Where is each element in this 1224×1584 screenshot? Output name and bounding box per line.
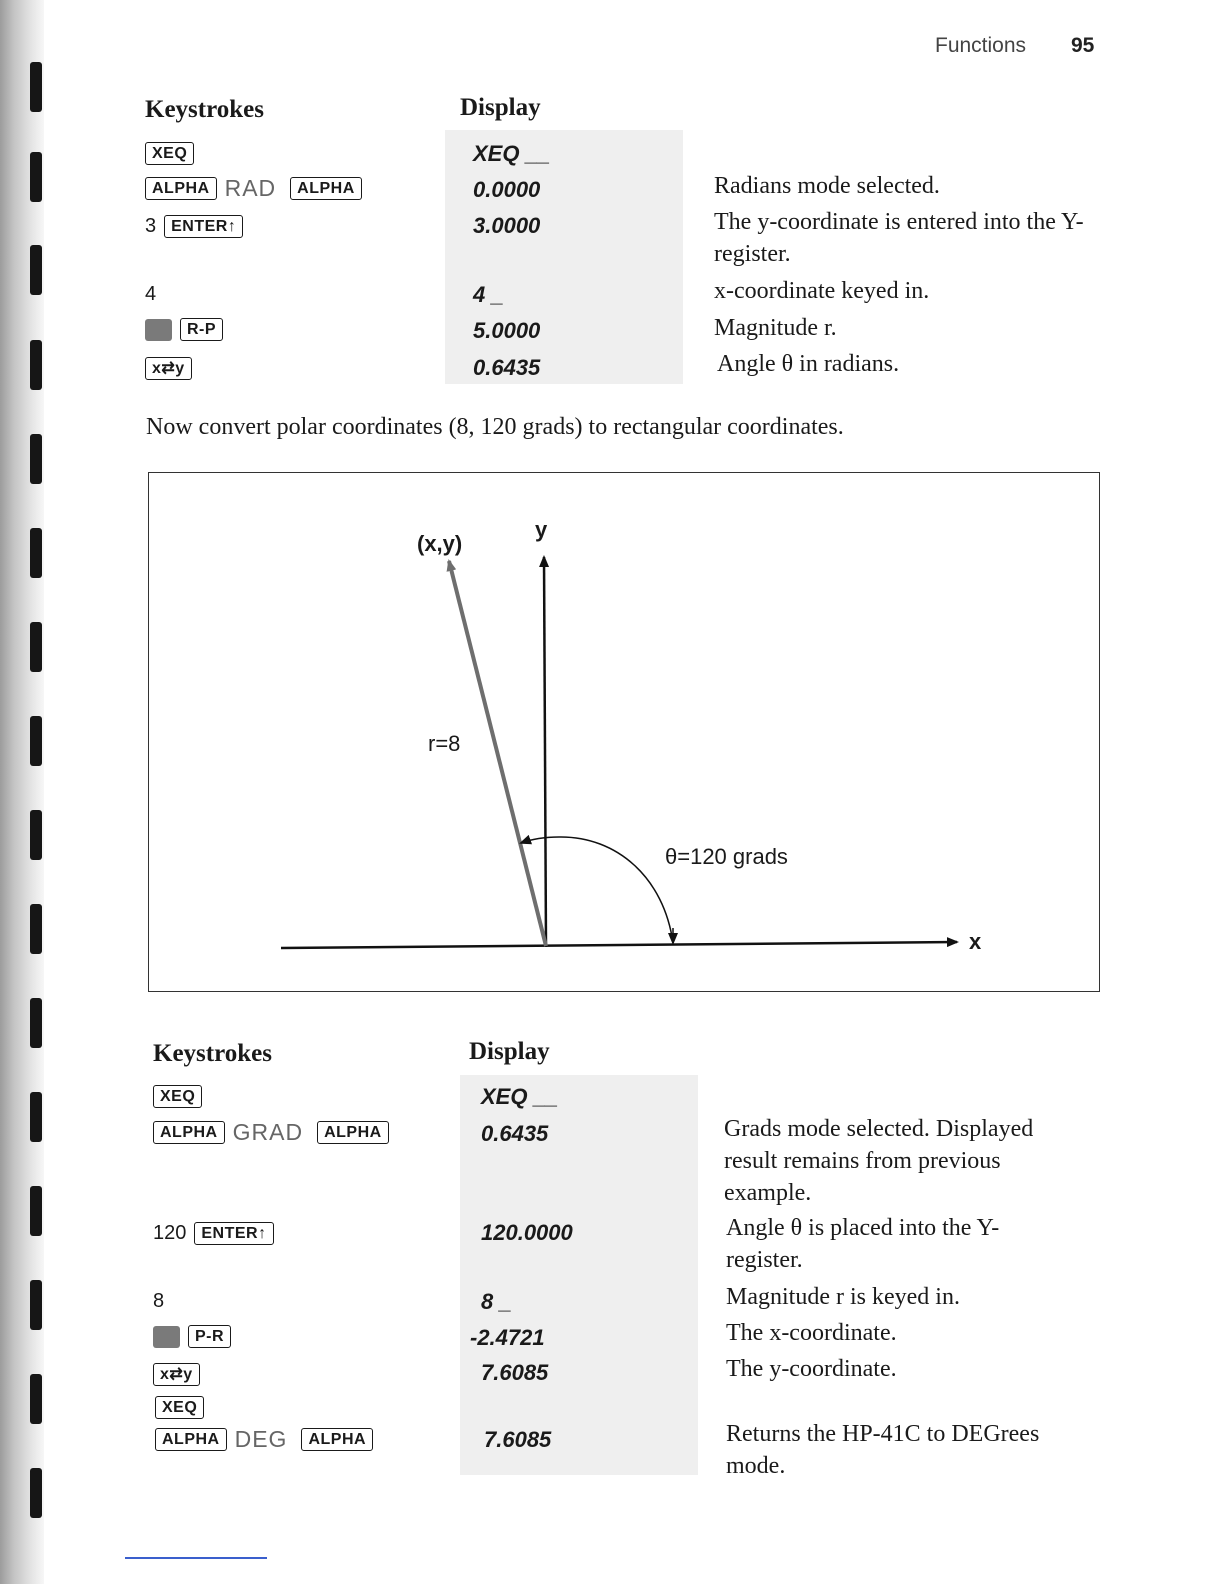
keystroke-row [153, 1363, 200, 1386]
keystroke-row [153, 1119, 389, 1146]
binding-hole [30, 434, 42, 484]
x-axis-label: x [969, 929, 982, 954]
keystroke-row [145, 142, 194, 165]
r-p-key: R-P [180, 318, 223, 341]
x-axis [281, 942, 957, 948]
description: Angle θ is placed into the Y-register. [726, 1215, 1000, 1273]
alpha-key: ALPHA [145, 177, 217, 200]
binding-hole [30, 904, 42, 954]
x-exchange-y-key: x⇄y [145, 357, 192, 380]
binding-hole [30, 622, 42, 672]
enter-key: ENTER↑ [194, 1222, 273, 1245]
binding-hole [30, 810, 42, 860]
xeq-key: XEQ [145, 142, 194, 165]
y-axis-label: y [535, 517, 548, 542]
keystroke-row [145, 357, 192, 380]
digit-entry: 4 [145, 283, 157, 305]
display-value: 0.6435 [473, 355, 541, 380]
shift-key-icon [145, 319, 172, 341]
alpha-key: ALPHA [317, 1121, 389, 1144]
display-value: 7.6085 [484, 1427, 552, 1452]
description: Returns the HP-41C to DEGrees mode. [726, 1421, 1040, 1479]
y-axis [544, 557, 546, 947]
p-r-key: P-R [188, 1325, 231, 1348]
display-value: 0.0000 [473, 177, 541, 202]
x-exchange-y-key: x⇄y [153, 1363, 200, 1386]
keystroke-row [145, 283, 156, 306]
description: The y-coordinate. [726, 1356, 897, 1382]
angle-arc [521, 837, 673, 943]
description: Radians mode selected. [714, 173, 940, 199]
keystroke-row [153, 1222, 274, 1245]
digit-entry: 8 [153, 1290, 165, 1312]
keystroke-row [153, 1290, 164, 1313]
alpha-key: ALPHA [153, 1121, 225, 1144]
binding-hole [30, 152, 42, 202]
description: Angle θ in radians. [717, 351, 900, 377]
footer-rule [125, 1557, 267, 1559]
shift-key-icon [153, 1326, 180, 1348]
xeq-key: XEQ [155, 1396, 204, 1419]
display-value: XEQ __ [481, 1084, 559, 1109]
keystroke-row [155, 1426, 373, 1453]
binding-hole [30, 245, 42, 295]
keystroke-row [153, 1085, 202, 1108]
display-value: 7.6085 [481, 1360, 549, 1385]
description: Grads mode selected. Displayed result remains from previous example. [724, 1116, 1034, 1206]
binding-hole [30, 1092, 42, 1142]
display-value: -2.4721 [470, 1325, 545, 1350]
xeq-key: XEQ [153, 1085, 202, 1108]
binding-hole [30, 528, 42, 578]
digit-entry: 120 [153, 1222, 187, 1244]
keystroke-row [145, 175, 362, 202]
display-value: 120.0000 [481, 1220, 573, 1245]
binding-hole [30, 1468, 42, 1518]
binding-hole [30, 1374, 42, 1424]
description: Magnitude r. [714, 315, 837, 341]
alpha-text: GRAD [232, 1119, 304, 1145]
keystrokes-heading: Keystrokes [153, 1040, 272, 1067]
display-value: 4 _ [473, 282, 504, 307]
radius-label: r=8 [428, 731, 461, 756]
description: The x-coordinate. [726, 1320, 897, 1346]
alpha-key: ALPHA [155, 1428, 227, 1451]
alpha-text: RAD [224, 175, 277, 201]
digit-entry: 3 [145, 215, 157, 237]
alpha-text: DEG [234, 1426, 288, 1452]
display-value: 3.0000 [473, 213, 541, 238]
binding-hole [30, 1186, 42, 1236]
binding-hole [30, 1280, 42, 1330]
description: The y-coordinate is entered into the Y-register. [714, 209, 1084, 267]
intro-text: Now convert polar coordinates (8, 120 grads) to rectangular coordinates. [146, 414, 844, 440]
enter-key: ENTER↑ [164, 215, 243, 238]
description: Magnitude r is keyed in. [726, 1284, 960, 1310]
keystrokes-heading: Keystrokes [145, 96, 264, 123]
description: x-coordinate keyed in. [714, 278, 930, 304]
display-value: XEQ __ [473, 141, 551, 166]
page-number: 95 [1071, 34, 1095, 57]
binding-hole [30, 62, 42, 112]
keystroke-row [153, 1325, 231, 1348]
spiral-binding [0, 0, 44, 1584]
display-heading: Display [460, 94, 541, 121]
binding-hole [30, 716, 42, 766]
alpha-key: ALPHA [290, 177, 362, 200]
display-value: 0.6435 [481, 1121, 549, 1146]
display-shading [445, 130, 683, 384]
radius-vector [449, 561, 546, 946]
display-value: 5.0000 [473, 318, 541, 343]
figure-drawing [149, 473, 1099, 991]
angle-label: θ=120 grads [665, 844, 788, 869]
point-label: (x,y) [417, 531, 463, 556]
section-title: Functions [935, 34, 1027, 57]
binding-hole [30, 998, 42, 1048]
alpha-key: ALPHA [301, 1428, 373, 1451]
keystroke-row [145, 215, 243, 238]
keystroke-row [155, 1396, 204, 1419]
keystroke-row [145, 318, 223, 341]
display-value: 8 _ [481, 1289, 512, 1314]
binding-hole [30, 340, 42, 390]
polar-coordinate-figure [148, 472, 1100, 992]
display-heading: Display [469, 1038, 550, 1065]
